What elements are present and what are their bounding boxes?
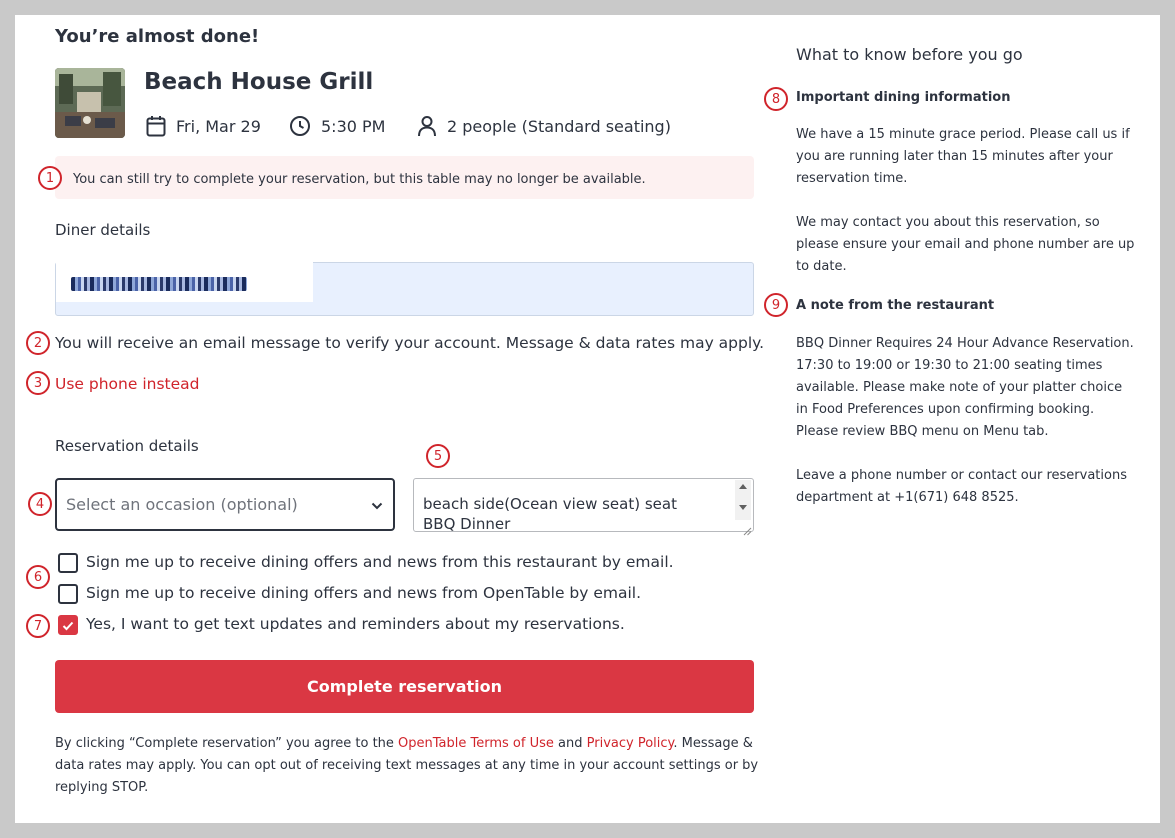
annotation-badge-8: 8 [764,87,788,111]
checkmark-icon [62,616,74,635]
sidebar-title: What to know before you go [796,45,1023,64]
dining-info-heading: Important dining information [796,90,1011,105]
special-request-line-1: beach side(Ocean view seat) seat [423,495,677,513]
use-phone-link[interactable]: Use phone instead [55,375,200,393]
page-title: You’re almost done! [55,26,260,47]
date-label: Fri, Mar 29 [176,116,261,136]
opentable-offers-checkbox[interactable] [58,584,78,604]
textarea-resize-handle[interactable] [743,521,752,540]
clock-icon [289,115,311,137]
restaurant-note-paragraph-1: BBQ Dinner Requires 24 Hour Advance Reservation. 17:30 to 19:00 or 19:30 to 21:00 seating times available. Please make note of your platter choice in Food Preferences upon confirming booking. Please review BBQ menu on Menu tab. [796,336,1134,439]
restaurant-offers-label: Sign me up to receive dining offers and news from this restaurant by email. [86,553,674,571]
annotation-badge-1: 1 [38,166,62,190]
party-label: 2 people (Standard seating) [447,116,671,136]
complete-reservation-button[interactable]: Complete reservation [55,660,754,713]
verify-account-text: You will receive an email message to verify your account. Message & data rates may apply. [55,334,765,352]
reservation-details-heading: Reservation details [55,437,199,455]
person-icon [417,115,437,137]
legal-prefix: By clicking “Complete reservation” you agree to the [55,736,399,751]
time-label: 5:30 PM [321,116,386,136]
dining-info-paragraph-2: We may contact you about this reservation, so please ensure your email and phone number are up to date. [796,215,1135,274]
alert-text: You can still try to complete your reservation, but this table may no longer be available. [73,172,646,187]
calendar-icon [146,115,166,137]
occasion-placeholder: Select an occasion (optional) [66,495,298,514]
textarea-scrollbar[interactable] [735,480,751,520]
annotation-badge-3: 3 [26,371,50,395]
legal-suffix: . Message & data rates may apply. You can opt out of receiving text messages at any time in your account settings or by replying STOP. [55,736,759,795]
restaurant-note-paragraph-2: Leave a phone number or contact our reservations department at +1(671) 648 8525. [796,468,1127,505]
legal-and: and [553,736,587,751]
annotation-badge-5: 5 [426,444,450,468]
restaurant-photo [55,68,125,138]
text-updates-checkbox[interactable] [58,615,78,635]
restaurant-name: Beach House Grill [144,69,374,95]
reservation-date [146,115,261,137]
opentable-offers-label: Sign me up to receive dining offers and news from OpenTable by email. [86,584,642,602]
legal-text [55,733,760,799]
annotation-badge-2: 2 [26,331,50,355]
chevron-down-icon [371,495,383,514]
annotation-badge-6: 6 [26,565,50,589]
annotation-badge-7: 7 [26,614,50,638]
diner-details-heading: Diner details [55,221,151,239]
redacted-email-value [71,277,247,291]
privacy-policy-link[interactable]: Privacy Policy [586,736,674,751]
special-request-text [423,494,723,534]
reservation-page [15,15,1160,823]
terms-of-use-link[interactable]: OpenTable Terms of Use [398,736,554,751]
annotation-badge-9: 9 [764,293,788,317]
restaurant-note-heading: A note from the restaurant [796,298,995,313]
special-request-line-2: BBQ Dinner [423,515,511,533]
reservation-time [289,115,385,137]
text-updates-label: Yes, I want to get text updates and reminders about my reservations. [86,615,625,633]
dining-info-paragraph-1: We have a 15 minute grace period. Please call us if you are running later than 15 minutes after your reservation time. [796,127,1130,186]
restaurant-offers-checkbox[interactable] [58,553,78,573]
party-size [417,115,671,137]
annotation-badge-4: 4 [28,492,52,516]
occasion-select[interactable] [55,478,395,531]
